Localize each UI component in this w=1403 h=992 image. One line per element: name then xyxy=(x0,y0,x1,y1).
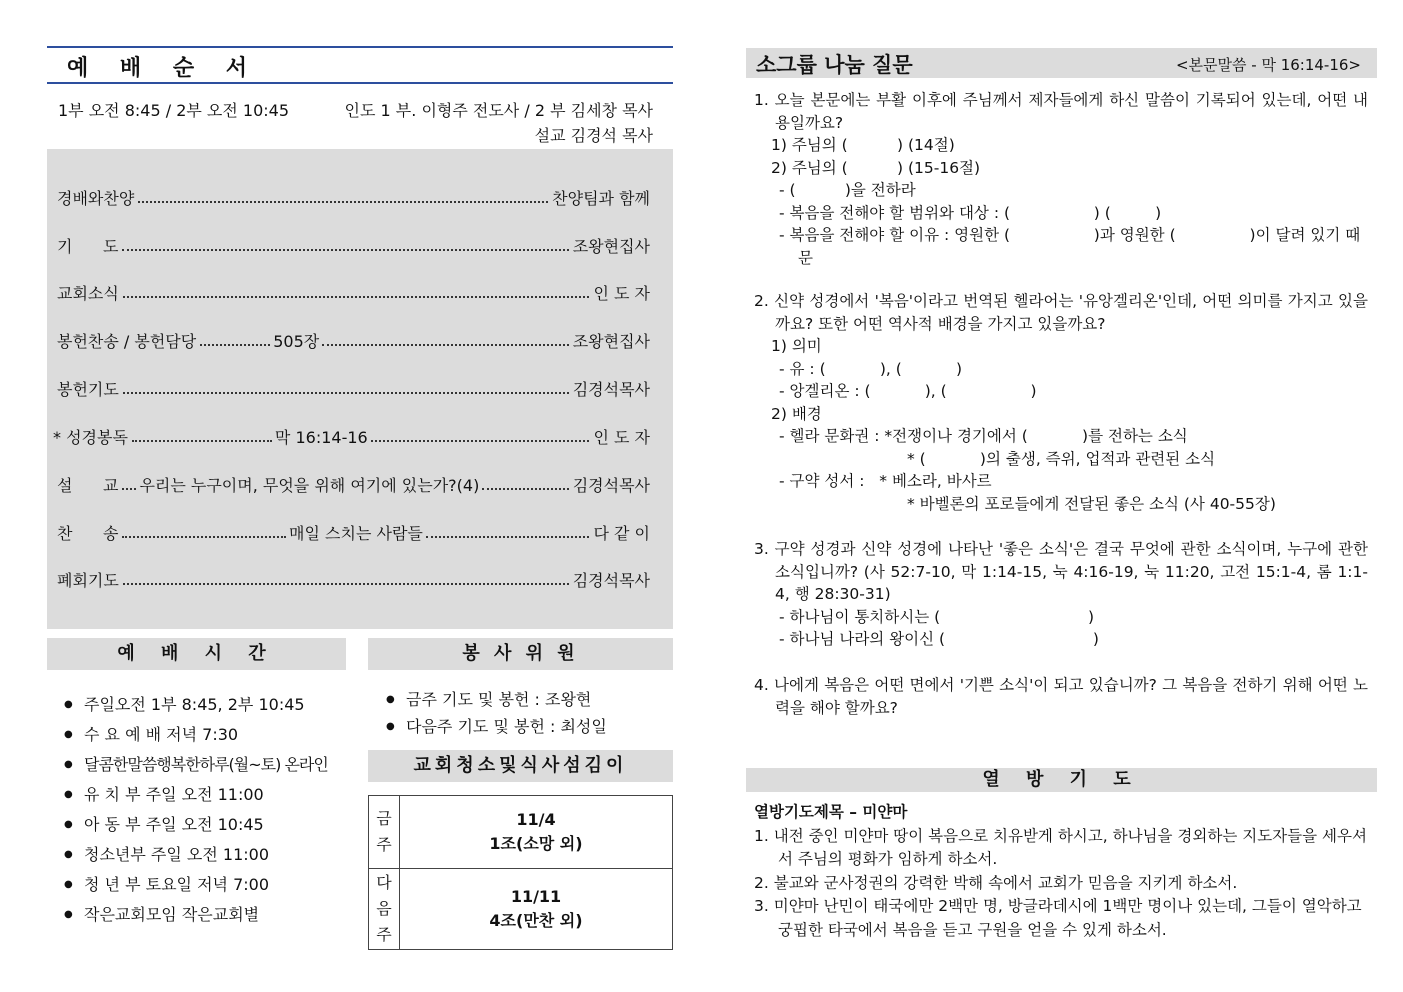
order-label: 교회소식 xyxy=(57,284,119,303)
order-sermon-title: 우리는 누구이며, 무엇을 위해 여기에 있는가?(4) xyxy=(139,476,480,495)
worship-times-list xyxy=(64,694,354,934)
order-hymn: 505장 xyxy=(273,332,320,351)
order-row xyxy=(57,472,650,496)
worship-times-header: 예 배 시 간 xyxy=(47,638,346,670)
order-row xyxy=(57,567,650,591)
week-cell: 금 주 xyxy=(369,796,400,869)
prayer-subject: 열방기도제목 – 미얀마 xyxy=(754,803,908,821)
cleaning-group: 1조(소망 외) xyxy=(489,834,583,853)
table-row xyxy=(369,796,673,869)
order-label: 기 도 xyxy=(57,237,119,256)
service-leaders: 인도 1 부. 이형주 전도사 / 2 부 김세창 목사 xyxy=(344,101,653,120)
order-row xyxy=(57,185,650,209)
list-item: 3. 미얀마 난민이 태국에만 2백만 명, 방글라데시에 1백만 명이나 있는데, 그들이 열악하고 궁핍한 타국에서 복음을 듣고 구원을 얻을 수 있게 하소서. xyxy=(754,897,1362,939)
list-item: ● 달콤한말씀행복한하루(월~토) 온라인 xyxy=(64,754,354,784)
list-item: ● 작은교회모임 작은교회별 xyxy=(64,904,354,934)
nations-prayer-header: 열 방 기 도 xyxy=(746,768,1377,792)
cleaning-table xyxy=(368,795,673,950)
small-group-header xyxy=(746,48,1377,78)
order-label: 봉헌찬송 / 봉헌담당 xyxy=(57,332,197,351)
list-item: ● 아 동 부 주일 오전 10:45 xyxy=(64,814,354,844)
order-leader: 김경석목사 xyxy=(572,380,650,399)
service-times: 1부 오전 8:45 / 2부 오전 10:45 xyxy=(58,101,290,120)
cleaning-assignment xyxy=(400,796,673,869)
list-item: ● 금주 기도 및 봉헌 : 조왕현 xyxy=(386,689,676,716)
order-of-worship-header xyxy=(47,46,673,84)
list-item: 1. 내전 중인 미얀마 땅이 복음으로 치유받게 하시고, 하나님을 경외하는 지도자들을 세우셔서 주님의 평화가 임하게 하소서. xyxy=(754,826,1367,868)
scripture-reference: <본문말씀 - 막 16:14-16> xyxy=(1175,56,1361,74)
question-1: 1. 오늘 본문에는 부활 이후에 주님께서 제자들에게 하신 말씀이 기록되어 있는데, 어떤 내용일까요? 1) 주님의 ( ) (14절) 2) 주님의 ( ) (15-16절) - ( )을 전하라 - 복음을 전해야 할 범위와 대상 : ( ) ( ) - 복음을 전해야 할 이유 : 영원한 ( )과 영원한 ( )이 달려 있기 때문 xyxy=(754,91,1368,267)
question-4: 4. 나에게 복음은 어떤 면에서 '기쁜 소식'이 되고 있습니까? 그 복음을 전하기 위해 어떤 노력을 해야 할까요? xyxy=(754,676,1368,717)
cleaning-date: 11/4 xyxy=(516,810,556,829)
order-label: 봉헌기도 xyxy=(57,380,119,399)
question-2: 2. 신약 성경에서 '복음'이라고 번역된 헬라어는 '유앙겔리온'인데, 어떤 의미를 가지고 있을까요? 또한 어떤 역사적 배경을 가지고 있을까요? 1) 의미 - 유 : ( ), ( ) - 앙겔리온 : ( ), ( ) 2) 배경 - 헬라 문화권 : *전쟁이나 경기에서 ( )를 전하는 소식 * ( )의 출생, 즉위, 업적과 관련된 소식 - 구약 성서 : * 베소라, 바사르 * 바벨론의 포로들에게 전달된 좋은 소식 (사 40-55장) xyxy=(754,292,1368,513)
order-label: 설 교 xyxy=(57,476,119,495)
preacher: 설교 김경석 목사 xyxy=(534,126,653,145)
list-item: ● 수 요 예 배 저녁 7:30 xyxy=(64,724,354,754)
order-label: 폐회기도 xyxy=(57,571,119,590)
list-item: ● 유 치 부 주일 오전 11:00 xyxy=(64,784,354,814)
cleaning-assignment xyxy=(400,869,673,950)
nations-prayer xyxy=(754,801,1368,942)
order-song: 매일 스치는 사람들 xyxy=(289,524,423,543)
list-item: ● 청 년 부 토요일 저녁 7:00 xyxy=(64,874,354,904)
order-row xyxy=(57,280,650,304)
volunteers-list xyxy=(386,689,676,743)
cleaning-header: 교회청소및식사섬김이 xyxy=(368,750,673,782)
list-item: 2. 불교와 군사정권의 강력한 박해 속에서 교회가 믿음을 지키게 하소서. xyxy=(754,873,1238,892)
week-cell: 다 음 주 xyxy=(369,869,400,950)
list-item: ● 다음주 기도 및 봉헌 : 최성일 xyxy=(386,716,676,743)
order-leader: 조왕현집사 xyxy=(572,237,650,256)
table-row xyxy=(369,869,673,950)
question-3: 3. 구약 성경과 신약 성경에 나타난 '좋은 소식'은 결국 무엇에 관한 소식이며, 누구에 관한 소식입니까? (사 52:7-10, 막 1:14-15, 눅 4:16-19, 눅 11:20, 고전 15:1-4, 롬 1:1-4, 행 28:30-31) - 하나님이 통치하시는 ( ) - 하나님 나라의 왕이신 ( ) xyxy=(754,540,1368,648)
order-row xyxy=(57,328,650,352)
order-label: 찬 송 xyxy=(57,524,119,543)
cleaning-group: 4조(만찬 외) xyxy=(489,911,583,930)
volunteers-header: 봉 사 위 원 xyxy=(368,638,673,670)
order-of-worship-box xyxy=(47,149,673,629)
order-leader: 인 도 자 xyxy=(593,284,650,303)
small-group-title: 소그룹 나눔 질문 xyxy=(756,53,913,77)
list-item: ● 주일오전 1부 8:45, 2부 10:45 xyxy=(64,694,354,724)
order-leader: 김경석목사 xyxy=(572,476,650,495)
order-label: 경배와찬양 xyxy=(57,189,135,208)
cleaning-date: 11/11 xyxy=(510,887,562,906)
order-leader: 찬양팀과 함께 xyxy=(552,189,650,208)
order-row xyxy=(53,424,650,448)
order-label: * 성경봉독 xyxy=(53,428,128,447)
order-leader: 김경석목사 xyxy=(572,571,650,590)
order-row xyxy=(57,376,650,400)
order-row xyxy=(57,520,650,544)
order-leader: 인 도 자 xyxy=(593,428,650,447)
order-leader: 조왕현집사 xyxy=(572,332,650,351)
order-of-worship-title: 예 배 순 서 xyxy=(67,56,259,81)
order-leader: 다 같 이 xyxy=(593,524,650,543)
order-scripture: 막 16:14-16 xyxy=(274,428,368,447)
order-row xyxy=(57,233,650,257)
list-item: ● 청소년부 주일 오전 11:00 xyxy=(64,844,354,874)
